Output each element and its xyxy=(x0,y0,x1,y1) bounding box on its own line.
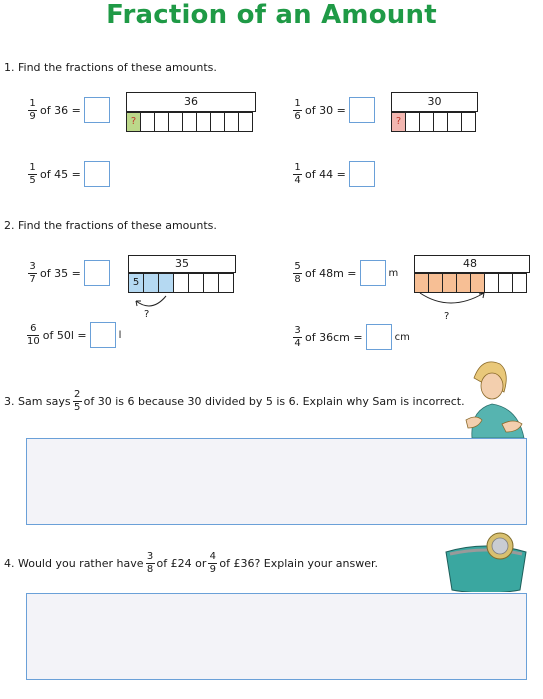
bar-part xyxy=(461,112,476,132)
q1d-expression xyxy=(293,161,375,187)
bar-whole: 36 xyxy=(126,92,256,112)
q4-question xyxy=(4,552,378,575)
expression-text: of 30 = xyxy=(305,103,346,117)
bar-part xyxy=(428,273,443,293)
bar-part xyxy=(470,273,485,293)
bar-whole: 30 xyxy=(391,92,478,112)
answer-box[interactable] xyxy=(84,260,110,286)
bar-whole: 48 xyxy=(414,255,530,273)
q4-answer-box[interactable] xyxy=(26,593,527,680)
expression-text: of 50l = xyxy=(42,328,87,342)
purse-icon xyxy=(440,532,532,592)
bar-part xyxy=(210,112,225,132)
q4-suffix: of £36? Explain your answer. xyxy=(219,557,378,570)
unknown-marker: ? xyxy=(144,309,150,320)
fraction: $\frac{4}{9}$ xyxy=(209,551,217,575)
expression-text: of 48m = xyxy=(305,266,357,280)
bar-part xyxy=(158,273,174,293)
fraction: $\frac{3}{8}$ xyxy=(146,551,154,575)
fraction: $\frac{1}{6}$ xyxy=(294,97,301,122)
fraction: $\frac{3}{4}$ xyxy=(294,324,301,349)
unknown-marker: ? xyxy=(444,311,450,322)
section2-heading: 2. Find the fractions of these amounts. xyxy=(4,219,217,232)
bar-part xyxy=(512,273,527,293)
brace-arrow-icon xyxy=(414,291,494,313)
fraction: $\frac{6}{10}$ xyxy=(27,322,40,347)
answer-box[interactable] xyxy=(84,161,110,187)
q1a-expression xyxy=(28,97,110,123)
answer-box[interactable] xyxy=(90,322,116,348)
bar-part xyxy=(405,112,420,132)
q3-prefix: 3. Sam says xyxy=(4,395,71,408)
answer-box[interactable] xyxy=(360,260,386,286)
fraction: $\frac{1}{5}$ xyxy=(29,161,36,186)
fraction: $\frac{3}{7}$ xyxy=(29,260,36,285)
bar-part xyxy=(196,112,211,132)
answer-box[interactable] xyxy=(349,161,375,187)
teacher-illustration xyxy=(452,358,534,438)
section1-heading: 1. Find the fractions of these amounts. xyxy=(4,61,217,74)
bar-part xyxy=(447,112,462,132)
bar-part xyxy=(188,273,204,293)
q4-prefix: 4. Would you rather have xyxy=(4,557,144,570)
unit-label: l xyxy=(118,329,122,341)
bar-part xyxy=(419,112,434,132)
bar-part xyxy=(442,273,457,293)
bar-part xyxy=(218,273,234,293)
bar-part xyxy=(414,273,429,293)
bar-part xyxy=(203,273,219,293)
q2a-expression xyxy=(28,260,110,286)
bar-part xyxy=(173,273,189,293)
q2d-expression xyxy=(293,324,410,350)
bar-part xyxy=(168,112,183,132)
q3-suffix: of 30 is 6 because 30 divided by 5 is 6. Explain why Sam is incorrect. xyxy=(83,395,465,408)
answer-box[interactable] xyxy=(84,97,110,123)
q1b-expression xyxy=(293,97,375,123)
bar-part xyxy=(498,273,513,293)
regroup-arrow-icon xyxy=(128,293,188,319)
fraction: $\frac{1}{4}$ xyxy=(294,161,301,186)
bar-whole: 35 xyxy=(128,255,236,273)
expression-text: of 45 = xyxy=(40,167,81,181)
unit-label: m xyxy=(388,267,399,279)
bar-part: 5 xyxy=(128,273,144,293)
q3-question xyxy=(4,390,465,413)
q1c-expression xyxy=(28,161,110,187)
answer-box[interactable] xyxy=(366,324,392,350)
expression-text: of 44 = xyxy=(305,167,346,181)
q3-answer-box[interactable] xyxy=(26,438,527,525)
expression-text: of 36cm = xyxy=(305,330,363,344)
fraction: $\frac{2}{5}$ xyxy=(73,389,81,413)
unit-label: cm xyxy=(394,331,410,343)
bar-part xyxy=(143,273,159,293)
bar-part xyxy=(456,273,471,293)
bar-part: ? xyxy=(391,112,406,132)
expression-text: of 36 = xyxy=(40,103,81,117)
bar-part: ? xyxy=(126,112,141,132)
answer-box[interactable] xyxy=(349,97,375,123)
bar-part xyxy=(238,112,253,132)
bar-part xyxy=(224,112,239,132)
fraction: $\frac{1}{9}$ xyxy=(29,97,36,122)
expression-text: of 35 = xyxy=(40,266,81,280)
bar-part xyxy=(140,112,155,132)
page-title: Fraction of an Amount xyxy=(106,0,437,30)
bar-part xyxy=(154,112,169,132)
q4-mid: of £24 or xyxy=(156,557,207,570)
fraction: $\frac{5}{8}$ xyxy=(294,260,301,285)
bar-part xyxy=(182,112,197,132)
q2b-expression xyxy=(293,260,398,286)
bar-part xyxy=(433,112,448,132)
bar-part xyxy=(484,273,499,293)
q2c-expression xyxy=(27,322,121,348)
